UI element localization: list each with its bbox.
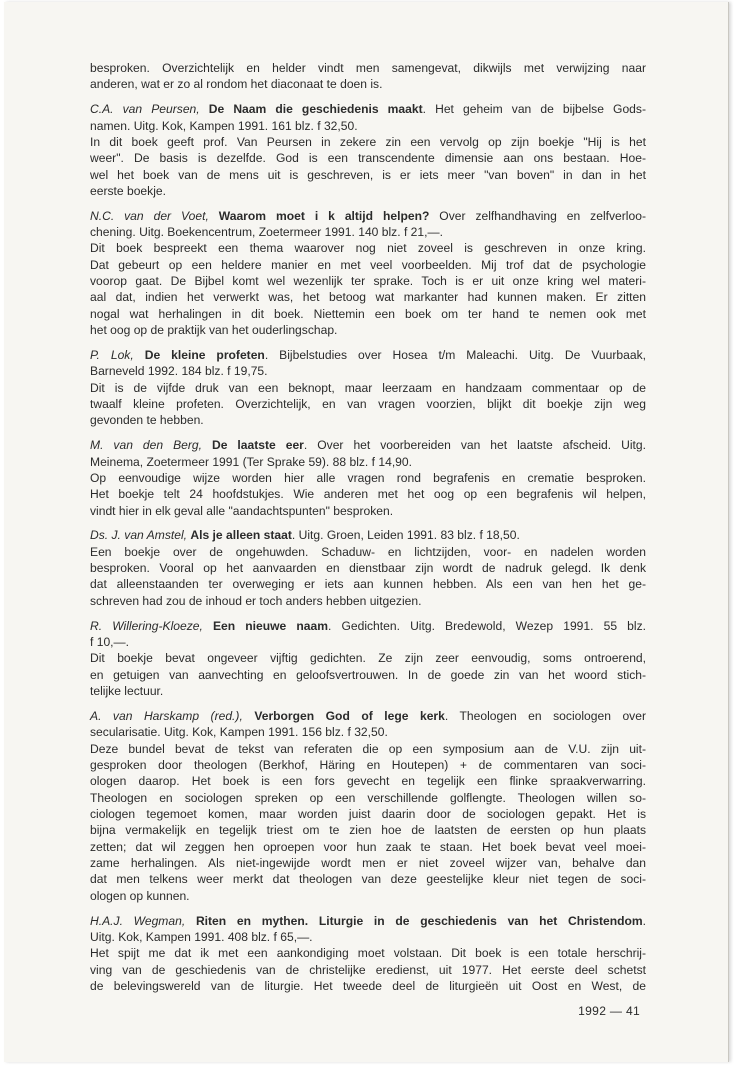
text-line: zetten; dat wil zeggen hen oproepen voor hun zaak te staan. Het boek bevat veel moei- — [90, 839, 646, 854]
text-line: ologen daarop. Het boek is een fors gevecht en tegelijk een flinke spraakverwarring. — [90, 774, 646, 789]
text-line: bijna vermakelijk en tegelijk triest om te zien hoe de laatsten de eersten op hun plaats — [90, 823, 646, 838]
text-line: Uitg. Kok, Kampen 1991. 408 blz. f 65,—. — [90, 929, 313, 944]
page — [4, 2, 729, 1062]
text-line: secularisatie. Uitg. Kok, Kampen 1991. 156 blz. f 32,50. — [90, 725, 388, 740]
entry-heading — [90, 347, 646, 363]
text-line: Het boekje telt 24 hoofdstukjes. Wie anderen met het oog op een begrafenis wil helpen, — [90, 487, 646, 502]
text-line: ving van de geschiedenis van de christelijke eredienst, uit 1977. Het eerste deel schetst — [90, 962, 646, 977]
entry-title: Verborgen God of lege kerk — [254, 708, 445, 723]
entry-heading-rest: . Het geheim van de bijbelse Gods- — [422, 102, 646, 117]
entry-heading-rest: . Uitg. Groen, Leiden 1991. 83 blz. f 18,50. — [291, 528, 520, 543]
text-line: gesproken door theologen (Berkhof, Häring en Houtepen) + de commentaren van soci- — [90, 757, 646, 772]
entry-heading — [90, 437, 646, 453]
entry-author: H.A.J. Wegman, — [90, 913, 186, 928]
text-line: Theologen en sociologen spreken op een verschillende golflengte. Theologen willen so- — [90, 790, 646, 805]
text-line: het oog op de praktijk van het ouderlingschap. — [90, 323, 338, 338]
review-entry — [90, 913, 646, 995]
entry-heading — [90, 527, 646, 543]
book-review-column — [90, 60, 646, 1003]
text-line: zame herhalingen. Als niet-ingewijde wordt men er niet zoveel wijzer van, behalve dan — [90, 855, 646, 870]
entry-heading — [90, 618, 646, 634]
text-line: voorop gaat. De Bijbel komt wel wezenlijk ter sprake. Toch is er uit onze kring wel materi- — [90, 274, 646, 289]
text-line: Dit is de vijfde druk van een beknopt, maar leerzaam en handzaam commentaar op de — [90, 380, 646, 395]
text-line: Dat gebeurt op een heldere manier en met veel voorbeelden. Mij trof dat de psychologie — [90, 257, 646, 272]
review-entry — [90, 708, 646, 904]
entry-author: Ds. J. van Amstel, — [90, 528, 187, 543]
text-line: dat alleenstaanden ter overweging er iets aan kunnen hebben. Als een van hen het ge- — [90, 577, 646, 592]
entry-heading — [90, 101, 646, 117]
text-line: wel het boek van de mens uit is geschreven, is er iets meer "van boven" in dan in het — [90, 167, 646, 182]
text-line: nogal wat herhalingen in dit boek. Niettemin een boek om ter hand te nemen ook met — [90, 306, 646, 321]
text-line: In dit boek geeft prof. Van Peursen in zekere zin een vervolg op zijn boekje "Hij is het — [90, 134, 646, 149]
text-line: anderen, wat er zo al rondom het diaconaat te doen is. — [90, 77, 383, 92]
entry-title: Riten en mythen. Liturgie in de geschiedenis van het Christendom — [195, 913, 643, 928]
entry-heading-rest: . Over het voorbereiden van het laatste afscheid. Uitg. — [303, 438, 646, 453]
entry-title: Als je alleen staat — [190, 528, 292, 543]
review-entry — [90, 347, 646, 429]
entry-heading — [90, 208, 646, 224]
review-entry — [90, 618, 646, 700]
entry-title: Waarom moet i k altijd helpen? — [218, 208, 430, 223]
text-line: vindt hier in elk geval alle "aandachtspunten" besproken. — [90, 503, 394, 518]
entry-heading-rest: . Theologen en sociologen over — [444, 708, 646, 723]
review-entry — [90, 527, 646, 609]
text-line: chening. Uitg. Boekencentrum, Zoetermeer 1991. 140 blz. f 21,—. — [90, 225, 443, 240]
text-line: eerste boekje. — [90, 183, 166, 198]
entry-author: P. Lok, — [90, 348, 134, 362]
text-line: ologen op kunnen. — [90, 888, 190, 903]
entry-heading-rest: . Gedichten. Uitg. Bredewold, Wezep 1991. 55 blz. — [327, 618, 646, 633]
text-line: dat men telkens weer merkt dat theologen van deze geestelijke kleur niet tegen de soci- — [90, 872, 646, 887]
entry-heading — [90, 913, 646, 929]
text-line: schreven had zou de inhoud er toch anders hebben uitgezien. — [90, 593, 422, 608]
text-line: Deze bundel bevat de tekst van referaten die op een symposium aan de V.U. zijn uit- — [90, 741, 646, 756]
entry-title: De Naam die geschiedenis maakt — [208, 102, 423, 117]
text-line: telijke lectuur. — [90, 684, 164, 699]
text-line: de belevingswereld van de liturgie. Het tweede deel de liturgieën uit Oost en West, de — [90, 978, 646, 993]
entry-author: A. van Harskamp (red.), — [90, 708, 243, 723]
text-line: Meinema, Zoetermeer 1991 (Ter Sprake 59). 88 blz. f 14,90. — [90, 454, 412, 469]
review-entry — [90, 101, 646, 199]
page-number: 1992 — 41 — [578, 1004, 640, 1018]
review-entry — [90, 437, 646, 519]
entry-heading-rest: Over zelfhandhaving en zelfverloo- — [429, 208, 646, 223]
text-line: Dit boek bespreekt een thema waarover nog niet zoveel is geschreven in onze kring. — [90, 241, 646, 256]
text-line: Op eenvoudige wijze worden hier alle vragen rond begrafenis en crematie besproken. — [90, 470, 646, 485]
entry-heading-rest: . — [642, 913, 646, 928]
entry-author: M. van den Berg, — [90, 438, 202, 453]
text-line: besproken. Overzichtelijk en helder vindt men samengevat, dikwijls met verwijzing naar — [90, 61, 646, 75]
entry-title: De kleine profeten — [144, 348, 265, 362]
text-line: besproken. Vooral op het aanvaarden en dienstbaar zijn wordt de nadruk gelegd. Ik denk — [90, 561, 646, 576]
text-line: Een boekje over de ongehuwden. Schaduw- en lichtzijden, voor- en nadelen worden — [90, 544, 646, 559]
review-entry — [90, 208, 646, 339]
entry-author: N.C. van der Voet, — [90, 208, 209, 223]
text-line: weer". De basis is dezelfde. God is een transcendente dimensie aan ons bestaan. Hoe- — [90, 151, 646, 166]
entry-title: De laatste eer — [211, 438, 304, 453]
entry-heading-rest: . Bijbelstudies over Hosea t/m Maleachi. Uitg. De Vuurbaak, — [264, 348, 646, 362]
text-line: en getuigen van aanvechting en geloofsvertrouwen. In de goede zin van het woord stich- — [90, 667, 646, 682]
text-line: aal dat, indien het verwerkt was, het betoog wat markanter had kunnen maken. Er zitten — [90, 290, 646, 305]
text-line: ciologen tegemoet komen, maar worden juist daarin door de sociologen gepakt. Het is — [90, 806, 646, 821]
entry-heading — [90, 708, 646, 724]
text-line: Het spijt me dat ik met een aankondiging moet volstaan. Dit boek is een totale herschrij- — [90, 946, 646, 961]
intro-paragraph — [90, 60, 646, 93]
text-line: f 10,—. — [90, 635, 129, 649]
entry-title: Een nieuwe naam — [212, 618, 328, 633]
text-line: Dit boekje bevat ongeveer vijftig gedichten. Ze zijn zeer eenvoudig, soms ontroerend, — [90, 651, 646, 666]
entry-author: R. Willering-Kloeze, — [90, 618, 203, 633]
text-line: twaalf kleine profeten. Overzichtelijk, en van vragen voorzien, blijkt dit boekje zijn weg — [90, 397, 646, 412]
text-line: Barneveld 1992. 184 blz. f 19,75. — [90, 364, 268, 379]
text-line: gevonden te hebben. — [90, 413, 204, 428]
text-line: namen. Uitg. Kok, Kampen 1991. 161 blz. f 32,50. — [90, 118, 358, 133]
entry-author: C.A. van Peursen, — [90, 102, 200, 117]
